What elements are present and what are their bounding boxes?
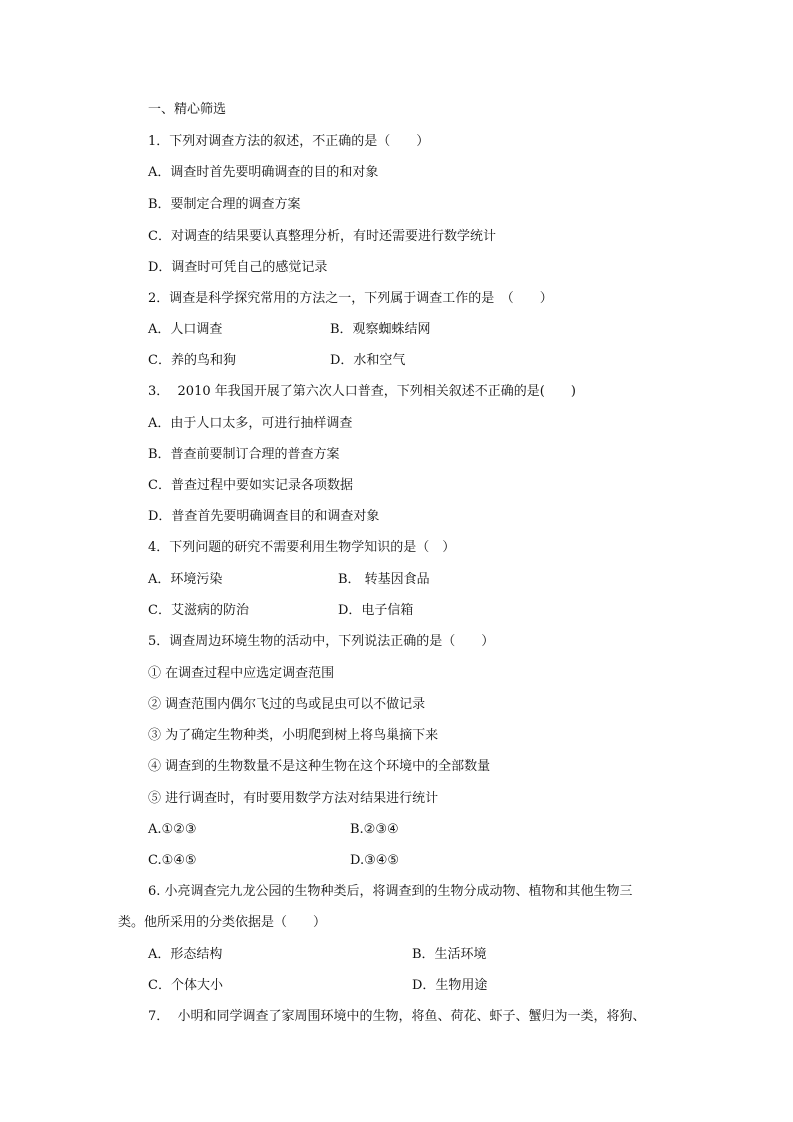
- q4-option-b: B． 转基因食品: [338, 572, 430, 587]
- q4-option-d: D．电子信箱: [338, 603, 414, 618]
- q5-stem: 5．调查周边环境生物的活动中，下列说法正确的是（ ）: [148, 634, 495, 649]
- q5-statement-2: ② 调查范围内偶尔飞过的鸟或昆虫可以不做记录: [148, 697, 426, 712]
- q4-option-c: C．艾滋病的防治: [148, 603, 249, 618]
- q3-option-d: D．普查首先要明确调查目的和调查对象: [148, 509, 380, 524]
- q2-option-b: B．观察蜘蛛结网: [330, 322, 431, 337]
- q5-statement-4: ④ 调查到的生物数量不是这种生物在这个环境中的全部数量: [148, 759, 491, 774]
- q6-stem-line-2: 类。他所采用的分类依据是（ ）: [118, 915, 327, 930]
- q6-option-b: B．生活环境: [412, 947, 487, 962]
- section-title: 一、精心筛选: [148, 102, 227, 117]
- q3-option-a: A．由于人口太多，可进行抽样调查: [148, 416, 353, 431]
- q7-stem-line-1: 7． 小明和同学调查了家周围环境中的生物，将鱼、荷花、虾子、蟹归为一类，将狗、: [148, 1009, 646, 1024]
- q5-statement-3: ③ 为了确定生物种类，小明爬到树上将鸟巢摘下来: [148, 728, 439, 743]
- q1-option-b: B．要制定合理的调查方案: [148, 197, 301, 212]
- q1-option-d: D．调查时可凭自己的感觉记录: [148, 260, 328, 275]
- q6-option-d: D．生物用途: [412, 978, 488, 993]
- q3-option-c: C．普查过程中要如实记录各项数据: [148, 478, 353, 493]
- q1-option-c: C．对调查的结果要认真整理分析，有时还需要进行数学统计: [148, 229, 496, 244]
- q6-stem-line-1: 6. 小亮调查完九龙公园的生物种类后，将调查到的生物分成动物、植物和其他生物三: [148, 884, 633, 899]
- q4-stem: 4．下列问题的研究不需要利用生物学知识的是（ ）: [148, 540, 456, 555]
- q2-stem: 2．调查是科学探究常用的方法之一，下列属于调查工作的是 （ ）: [148, 291, 553, 306]
- q2-option-d: D．水和空气: [330, 353, 406, 368]
- q6-option-a: A．形态结构: [148, 947, 223, 962]
- q2-option-c: C．养的鸟和狗: [148, 353, 236, 368]
- q4-option-a: A．环境污染: [148, 572, 223, 587]
- q5-option-a: A.①②③: [148, 822, 197, 837]
- q2-option-a: A．人口调查: [148, 322, 223, 337]
- q1-option-a: A．调查时首先要明确调查的目的和对象: [148, 165, 379, 180]
- q5-statement-5: ⑤ 进行调查时，有时要用数学方法对结果进行统计: [148, 791, 439, 806]
- q5-option-b: B.②③④: [350, 822, 399, 837]
- q6-option-c: C．个体大小: [148, 978, 223, 993]
- q5-statement-1: ① 在调查过程中应选定调查范围: [148, 666, 335, 681]
- q5-option-d: D.③④⑤: [350, 853, 400, 868]
- q1-stem: 1．下列对调查方法的叙述，不正确的是（ ）: [148, 134, 430, 149]
- q5-option-c: C.①④⑤: [148, 853, 197, 868]
- q3-option-b: B．普查前要制订合理的普查方案: [148, 447, 340, 462]
- q3-stem: 3． 2010 年我国开展了第六次人口普查，下列相关叙述不正确的是( ): [148, 384, 576, 399]
